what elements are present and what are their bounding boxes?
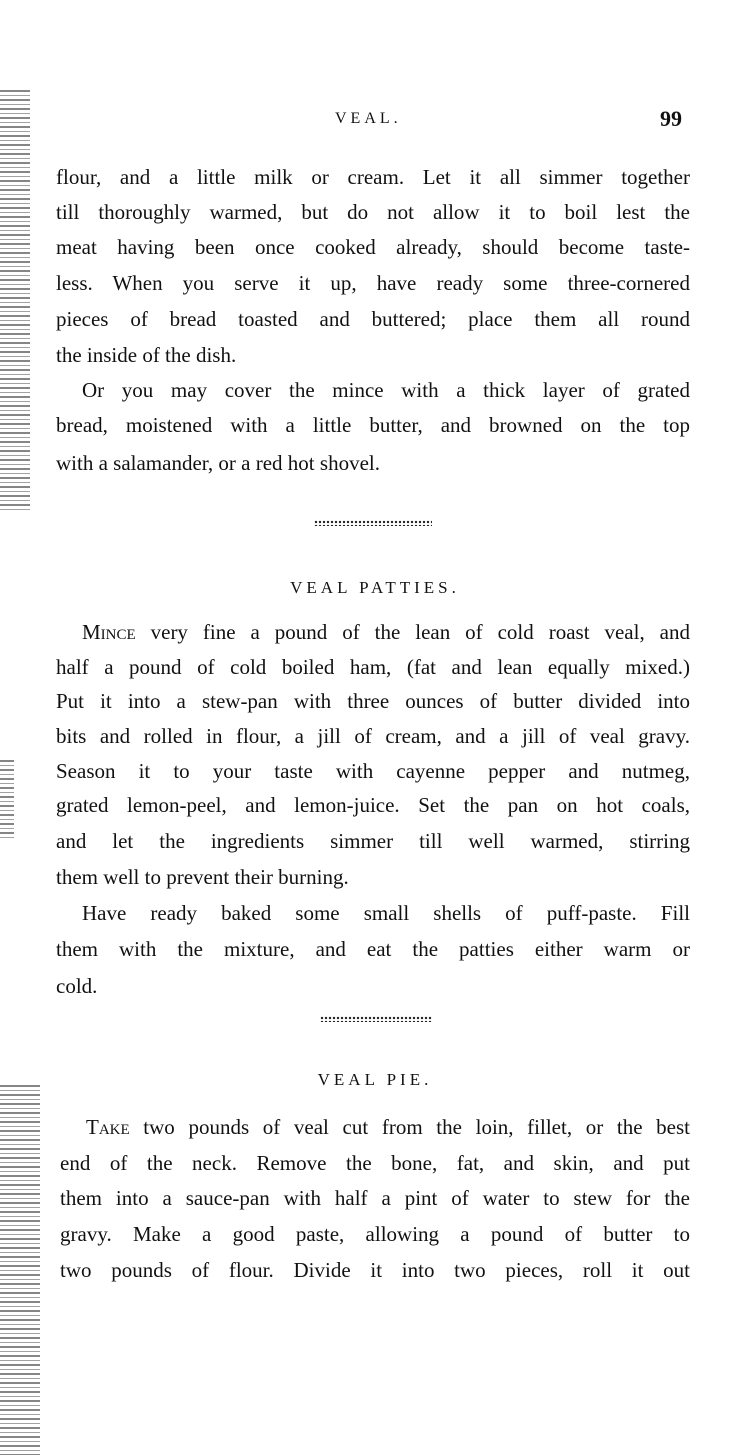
text-line: cold. — [56, 974, 98, 998]
page-edge-artifact — [0, 760, 14, 840]
text-line: bread, moistened with a little butter, and browned on the top — [56, 413, 690, 437]
text-line: less. When you serve it up, have ready some three-cornered — [56, 271, 690, 295]
text-line: them into a sauce-pan with half a pint of water to stew for the — [60, 1186, 690, 1210]
text-line: bits and rolled in flour, a jill of cream, and a jill of veal gravy. — [56, 724, 690, 748]
running-head: VEAL. — [335, 110, 402, 127]
text-line: meat having been once cooked already, should become taste- — [56, 235, 690, 259]
text-line-rest: very fine a pound of the lean of cold roast veal, and — [135, 620, 690, 644]
text-line: Have ready baked some small shells of puff-paste. Fill — [82, 901, 690, 925]
text-line: half a pound of cold boiled ham, (fat and lean equally mixed.) — [56, 655, 690, 679]
text-line: end of the neck. Remove the bone, fat, and skin, and put — [60, 1151, 690, 1175]
text-line — [82, 620, 690, 644]
lead-word: Take — [86, 1115, 130, 1139]
page-edge-artifact — [0, 90, 30, 510]
text-line: Put it into a stew-pan with three ounces of butter divided into — [56, 689, 690, 713]
text-line: with a salamander, or a red hot shovel. — [56, 451, 380, 475]
page-number: 99 — [660, 106, 682, 131]
text-line: them well to prevent their burning. — [56, 865, 349, 889]
text-line: the inside of the dish. — [56, 343, 237, 367]
text-line: grated lemon-peel, and lemon-juice. Set the pan on hot coals, — [56, 793, 690, 817]
text-line: and let the ingredients simmer till well warmed, stirring — [56, 829, 690, 853]
page-header — [0, 106, 750, 136]
section-divider — [320, 1016, 432, 1022]
text-line: them with the mixture, and eat the patties either warm or — [56, 937, 690, 961]
text-line: flour, and a little milk or cream. Let it all simmer together — [56, 165, 690, 189]
text-line: gravy. Make a good paste, allowing a pound of butter to — [60, 1222, 690, 1246]
text-line-rest: two pounds of veal cut from the loin, fillet, or the best — [129, 1115, 690, 1139]
text-line: two pounds of flour. Divide it into two pieces, roll it out — [60, 1258, 690, 1282]
text-line: till thoroughly warmed, but do not allow it to boil lest the — [56, 200, 690, 224]
text-line: Season it to your taste with cayenne pepper and nutmeg, — [56, 759, 690, 783]
text-line: pieces of bread toasted and buttered; place them all round — [56, 307, 690, 331]
text-line: Or you may cover the mince with a thick layer of grated — [82, 378, 690, 402]
text-line — [86, 1115, 690, 1139]
lead-word: Mince — [82, 620, 136, 644]
section-title: VEAL PIE. — [317, 1070, 433, 1089]
section-divider — [314, 520, 432, 526]
section-title: VEAL PATTIES. — [290, 578, 460, 597]
page-edge-artifact — [0, 1085, 40, 1455]
